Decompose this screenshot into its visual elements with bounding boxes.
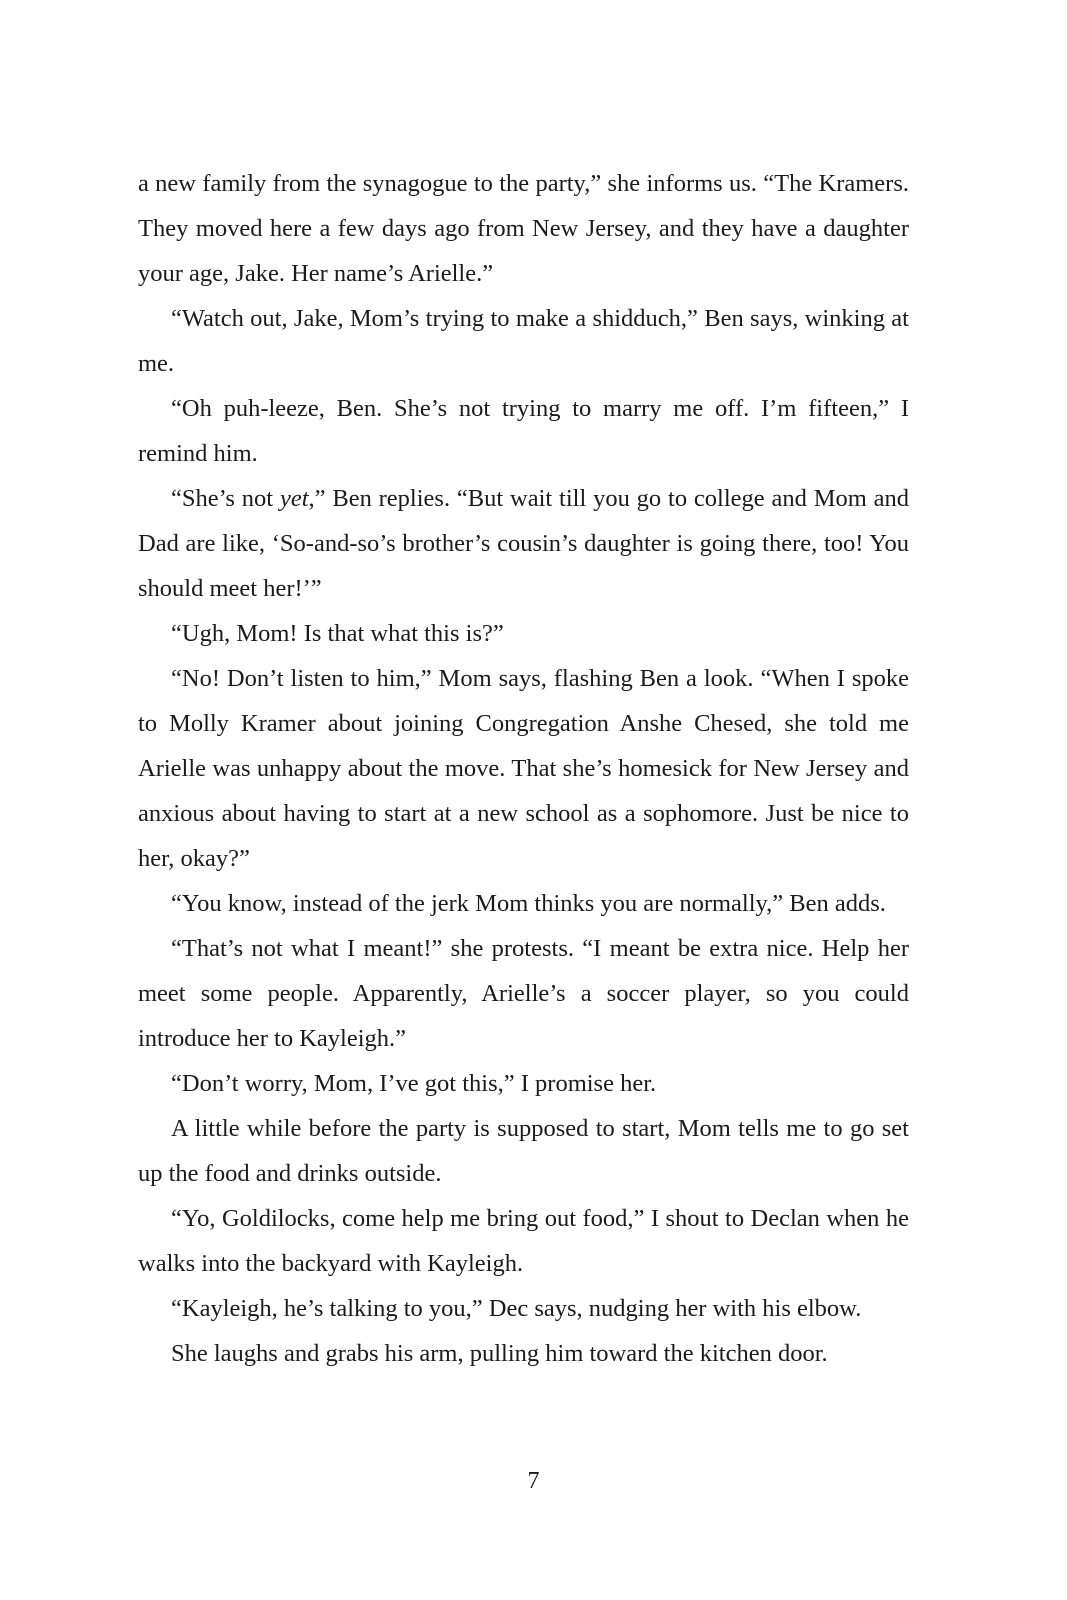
paragraph: [138, 1106, 909, 1196]
text-segment: ,” Ben replies. “But wait till you go to college and Mom and Dad are like, ‘So-and-so’s brother’s cousin’s daughter is going there, too! You should meet her!’”: [138, 485, 909, 602]
paragraph: [138, 476, 909, 611]
text-segment: “You know, instead of the jerk Mom thinks you are normally,” Ben adds.: [171, 890, 886, 917]
text-segment: “Don’t worry, Mom, I’ve got this,” I promise her.: [171, 1070, 657, 1097]
text-segment: “Yo, Goldilocks, come help me bring out food,” I shout to Declan when he walks into the backyard with Kayleigh.: [138, 1205, 909, 1277]
paragraph: [138, 296, 909, 386]
paragraph: [138, 161, 909, 296]
paragraph: [138, 881, 909, 926]
text-segment: “She’s not: [171, 485, 280, 512]
paragraph: [138, 656, 909, 881]
text-segment: a new family from the synagogue to the party,” she informs us. “The Kramers. They moved here a few days ago from New Jersey, and they have a daughter your age, Jake. Her name’s Arielle.”: [138, 170, 909, 287]
paragraph: [138, 386, 909, 476]
text-segment: “Oh puh-leeze, Ben. She’s not trying to marry me off. I’m fifteen,” I remind him.: [138, 395, 909, 467]
text-segment: “Watch out, Jake, Mom’s trying to make a shidduch,” Ben says, winking at me.: [138, 305, 909, 377]
paragraph: [138, 611, 909, 656]
text-segment: She laughs and grabs his arm, pulling him toward the kitchen door.: [171, 1340, 828, 1367]
text-segment: “Kayleigh, he’s talking to you,” Dec says, nudging her with his elbow.: [171, 1295, 862, 1322]
paragraph: [138, 1286, 909, 1331]
text-segment: “No! Don’t listen to him,” Mom says, flashing Ben a look. “When I spoke to Molly Kramer about joining Congregation Anshe Chesed, she told me Arielle was unhappy about the move. That she’s homesick for New Jersey and anxious about having to start at a new school as a sophomore. Just be nice to her, okay?”: [138, 665, 909, 872]
text-segment: “That’s not what I meant!” she protests. “I meant be extra nice. Help her meet some people. Apparently, Arielle’s a soccer player, so you could introduce her to Kayleigh.”: [138, 935, 909, 1052]
italic-text: yet: [279, 485, 309, 512]
text-segment: “Ugh, Mom! Is that what this is?”: [171, 620, 504, 647]
text-segment: A little while before the party is supposed to start, Mom tells me to go set up the food and drinks outside.: [138, 1115, 909, 1187]
paragraph: [138, 1196, 909, 1286]
paragraph: [138, 926, 909, 1061]
page-number: 7: [527, 1468, 540, 1494]
paragraph: [138, 1331, 909, 1376]
body-text: [138, 161, 909, 1376]
paragraph: [138, 1061, 909, 1106]
